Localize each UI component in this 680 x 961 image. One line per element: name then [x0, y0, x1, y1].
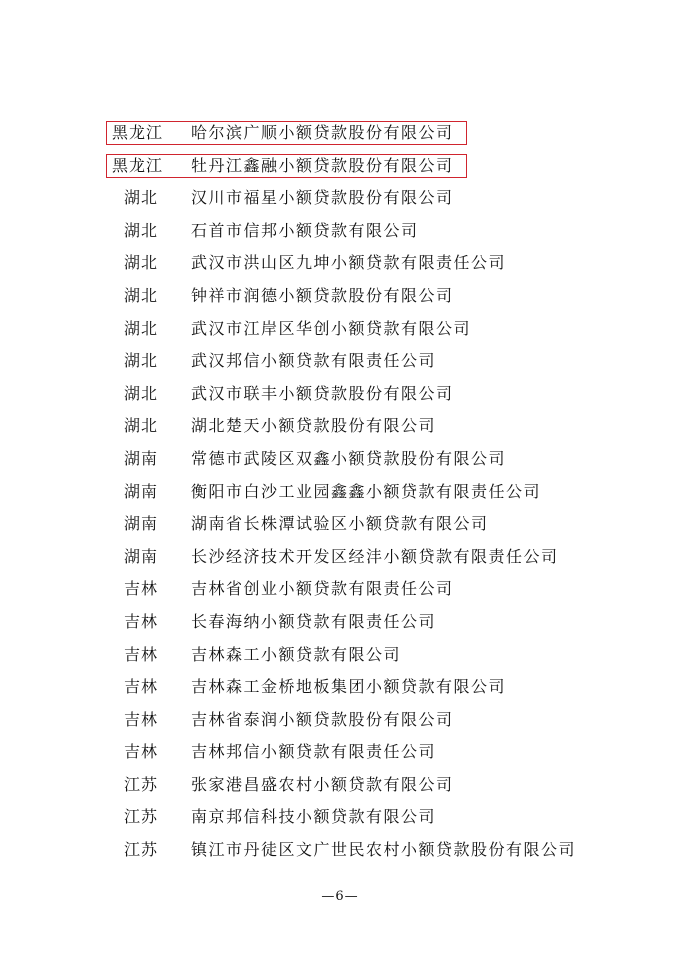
list-row [0, 443, 680, 476]
province-label: 湖北 [124, 253, 159, 273]
company-list [0, 117, 680, 867]
company-name: 衡阳市白沙工业园鑫鑫小额贷款有限责任公司 [191, 481, 542, 501]
province-label: 江苏 [124, 807, 159, 827]
province-label: 湖北 [124, 383, 159, 403]
list-row [0, 117, 680, 150]
list-row [0, 801, 680, 834]
list-row [0, 606, 680, 639]
province-label: 湖北 [124, 188, 159, 208]
company-name: 吉林邦信小额贷款有限责任公司 [191, 742, 437, 762]
list-row [0, 508, 680, 541]
company-name: 吉林森工小额贷款有限公司 [191, 644, 402, 664]
province-label: 吉林 [124, 644, 159, 664]
province-label: 湖北 [124, 416, 159, 436]
list-row [0, 378, 680, 411]
province-label: 吉林 [124, 742, 159, 762]
province-label: 湖南 [124, 448, 159, 468]
list-row [0, 834, 680, 867]
company-name: 镇江市丹徒区文广世民农村小额贷款股份有限公司 [191, 840, 577, 860]
company-name: 石首市信邦小额贷款有限公司 [191, 220, 419, 240]
province-label: 湖北 [124, 318, 159, 338]
list-row [0, 671, 680, 704]
province-label: 湖北 [124, 351, 159, 371]
company-name: 南京邦信科技小额贷款有限公司 [191, 807, 437, 827]
company-name: 长春海纳小额贷款有限责任公司 [191, 611, 437, 631]
company-name: 常德市武陵区双鑫小额贷款股份有限公司 [191, 448, 507, 468]
company-name: 哈尔滨广顺小额贷款股份有限公司 [191, 123, 454, 142]
company-name: 吉林森工金桥地板集团小额贷款有限公司 [191, 677, 507, 697]
company-name: 武汉邦信小额贷款有限责任公司 [191, 351, 437, 371]
page-number: —6— [321, 889, 359, 904]
company-name: 武汉市江岸区华创小额贷款有限公司 [191, 318, 472, 338]
company-name: 长沙经济技术开发区经沣小额贷款有限责任公司 [191, 546, 559, 566]
list-row [0, 541, 680, 574]
province-label: 黑龙江 [112, 155, 164, 175]
list-row [0, 769, 680, 802]
province-label: 江苏 [124, 774, 159, 794]
province-label: 吉林 [124, 709, 159, 729]
company-name: 湖北楚天小额贷款股份有限公司 [191, 416, 437, 436]
company-name: 汉川市福星小额贷款股份有限公司 [191, 188, 454, 208]
province-label: 湖北 [124, 285, 159, 305]
company-name: 武汉市联丰小额贷款股份有限公司 [191, 383, 454, 403]
company-name: 吉林省泰润小额贷款股份有限公司 [191, 709, 454, 729]
list-row [0, 736, 680, 769]
province-label: 湖北 [124, 220, 159, 240]
province-label: 吉林 [124, 579, 159, 599]
company-name: 牡丹江鑫融小额贷款股份有限公司 [191, 155, 454, 175]
province-label: 湖南 [124, 546, 159, 566]
province-label: 湖南 [124, 514, 159, 534]
company-name: 湖南省长株潭试验区小额贷款有限公司 [191, 514, 489, 534]
company-name: 张家港昌盛农村小额贷款有限公司 [191, 774, 454, 794]
list-row [0, 247, 680, 280]
list-row [0, 215, 680, 248]
province-label: 湖南 [124, 481, 159, 501]
province-label: 江苏 [124, 840, 159, 860]
list-row [0, 476, 680, 509]
province-label: 吉林 [124, 677, 159, 697]
list-row [0, 182, 680, 215]
list-row [0, 573, 680, 606]
company-name: 吉林省创业小额贷款有限责任公司 [191, 579, 454, 599]
list-row [0, 704, 680, 737]
list-row [0, 313, 680, 346]
list-row [0, 345, 680, 378]
list-row [0, 639, 680, 672]
province-label: 吉林 [124, 611, 159, 631]
list-row [0, 280, 680, 313]
company-name: 武汉市洪山区九坤小额贷款有限责任公司 [191, 253, 507, 273]
company-name: 钟祥市润德小额贷款股份有限公司 [191, 285, 454, 305]
list-row [0, 150, 680, 183]
list-row [0, 410, 680, 443]
province-label: 黑龙江 [112, 123, 164, 142]
